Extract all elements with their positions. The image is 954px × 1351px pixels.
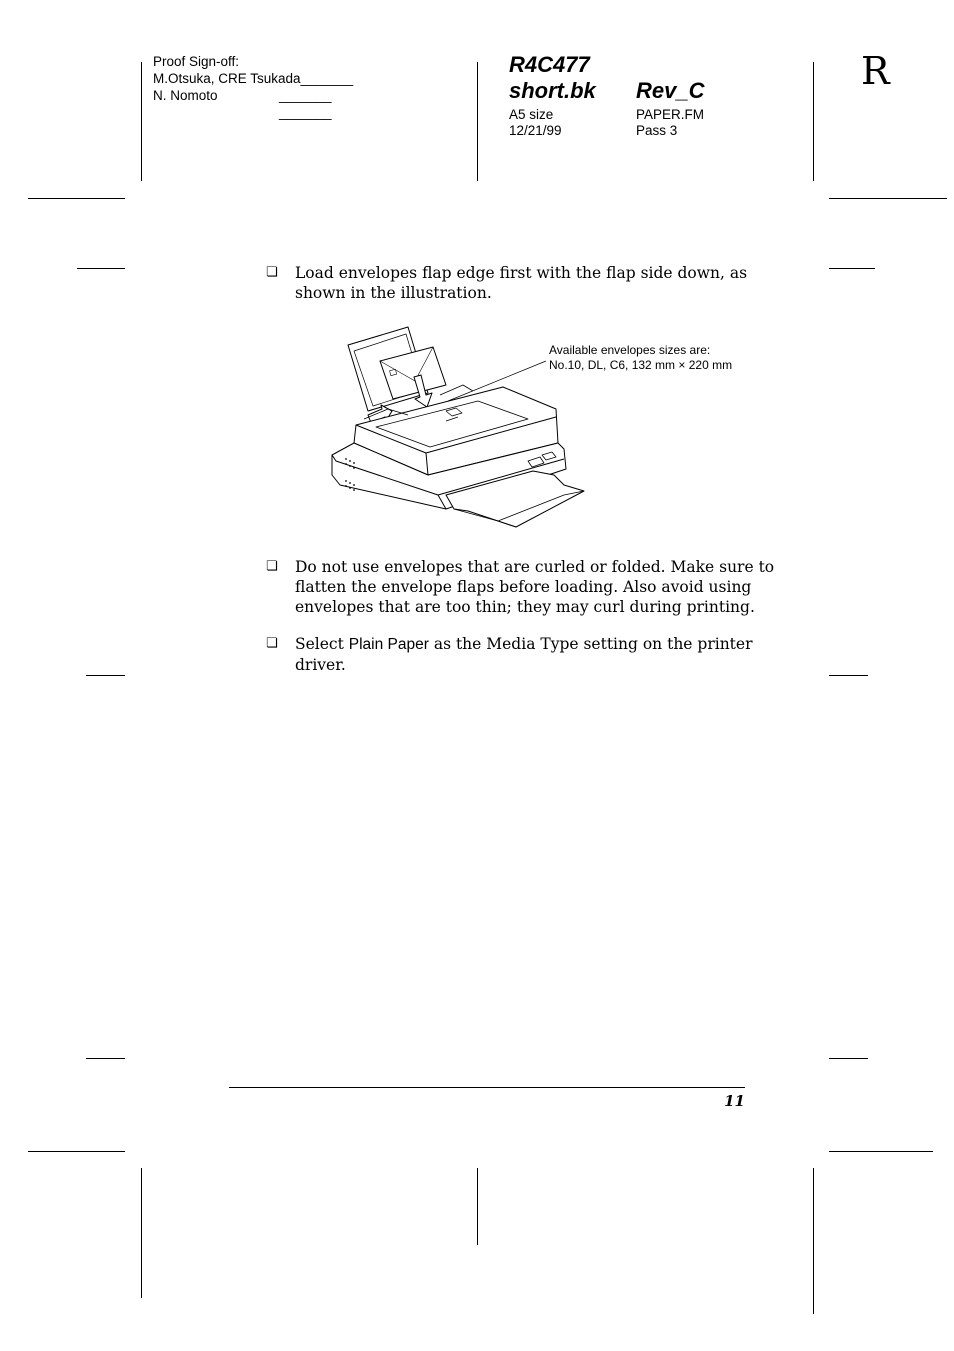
pass-number: Pass 3 — [636, 123, 678, 138]
crop-mark-top-left-vertical — [141, 62, 142, 181]
margin-mark-left-2 — [86, 675, 125, 676]
crop-mark-bottom-right-vertical — [813, 1168, 814, 1314]
proof-signoff-blank-1: _______ — [279, 88, 332, 103]
illustration-caption-line-1: Available envelopes sizes are: — [549, 343, 711, 357]
proof-signoff-label: Proof Sign-off: — [153, 54, 240, 69]
crop-mark-bottom-left-horizontal — [28, 1151, 125, 1152]
checkbox-bullet-icon: ❏ — [266, 636, 278, 651]
checkbox-bullet-icon: ❏ — [266, 265, 278, 280]
bullet-text-line: Load envelopes flap edge first with the flap side down, as — [295, 264, 748, 282]
crop-mark-bottom-right-horizontal — [829, 1151, 933, 1152]
margin-mark-right-1 — [829, 268, 875, 269]
bullet-text-prefix: Select — [295, 635, 349, 653]
bullet-text-line: driver. — [295, 656, 346, 674]
crop-mark-bottom-center-vertical — [477, 1168, 478, 1245]
checkbox-bullet-icon: ❏ — [266, 559, 278, 574]
crop-mark-top-right-vertical — [813, 62, 814, 181]
revision-label: Rev_C — [636, 78, 705, 103]
bullet-text-line: shown in the illustration. — [295, 284, 492, 302]
crop-mark-top-center-vertical — [477, 62, 478, 181]
bullet-item-load-envelopes — [266, 263, 756, 303]
proof-signoff-line-2: N. Nomoto — [153, 88, 218, 103]
bullet-text-line: Do not use envelopes that are curled or folded. Make sure to — [295, 558, 775, 576]
bullet-item-media-type — [266, 634, 756, 675]
bullet-item-envelope-condition — [266, 557, 775, 617]
crop-mark-bottom-left-vertical — [141, 1168, 142, 1298]
proof-signoff-line-1: M.Otsuka, CRE Tsukada_______ — [153, 71, 354, 86]
margin-mark-left-1 — [77, 268, 125, 269]
job-code: R4C477 — [509, 52, 590, 77]
margin-mark-right-3 — [829, 1058, 868, 1059]
media-type-term: Plain Paper — [348, 636, 429, 653]
bullet-text-line: flatten the envelope flaps before loading. Also avoid using — [295, 578, 752, 596]
margin-mark-left-3 — [86, 1058, 125, 1059]
section-letter: R — [861, 49, 890, 93]
page-number: 11 — [724, 1092, 745, 1110]
bullet-text-suffix: as the Media Type setting on the printer — [428, 635, 753, 653]
bullet-text-line — [295, 634, 756, 655]
revision-date: 12/21/99 — [509, 123, 562, 138]
crop-mark-top-left-horizontal — [28, 198, 125, 199]
proof-signoff-blank-2: _______ — [279, 105, 332, 120]
book-name: short.bk — [509, 78, 596, 103]
footer-rule — [229, 1087, 745, 1088]
illustration-caption-line-2: No.10, DL, C6, 132 mm × 220 mm — [549, 358, 733, 372]
bullet-text-line: envelopes that are too thin; they may curl during printing. — [295, 598, 755, 616]
source-file: PAPER.FM — [636, 107, 705, 122]
paper-size: A5 size — [509, 107, 554, 122]
crop-mark-top-right-horizontal — [829, 198, 947, 199]
margin-mark-right-2 — [829, 675, 868, 676]
